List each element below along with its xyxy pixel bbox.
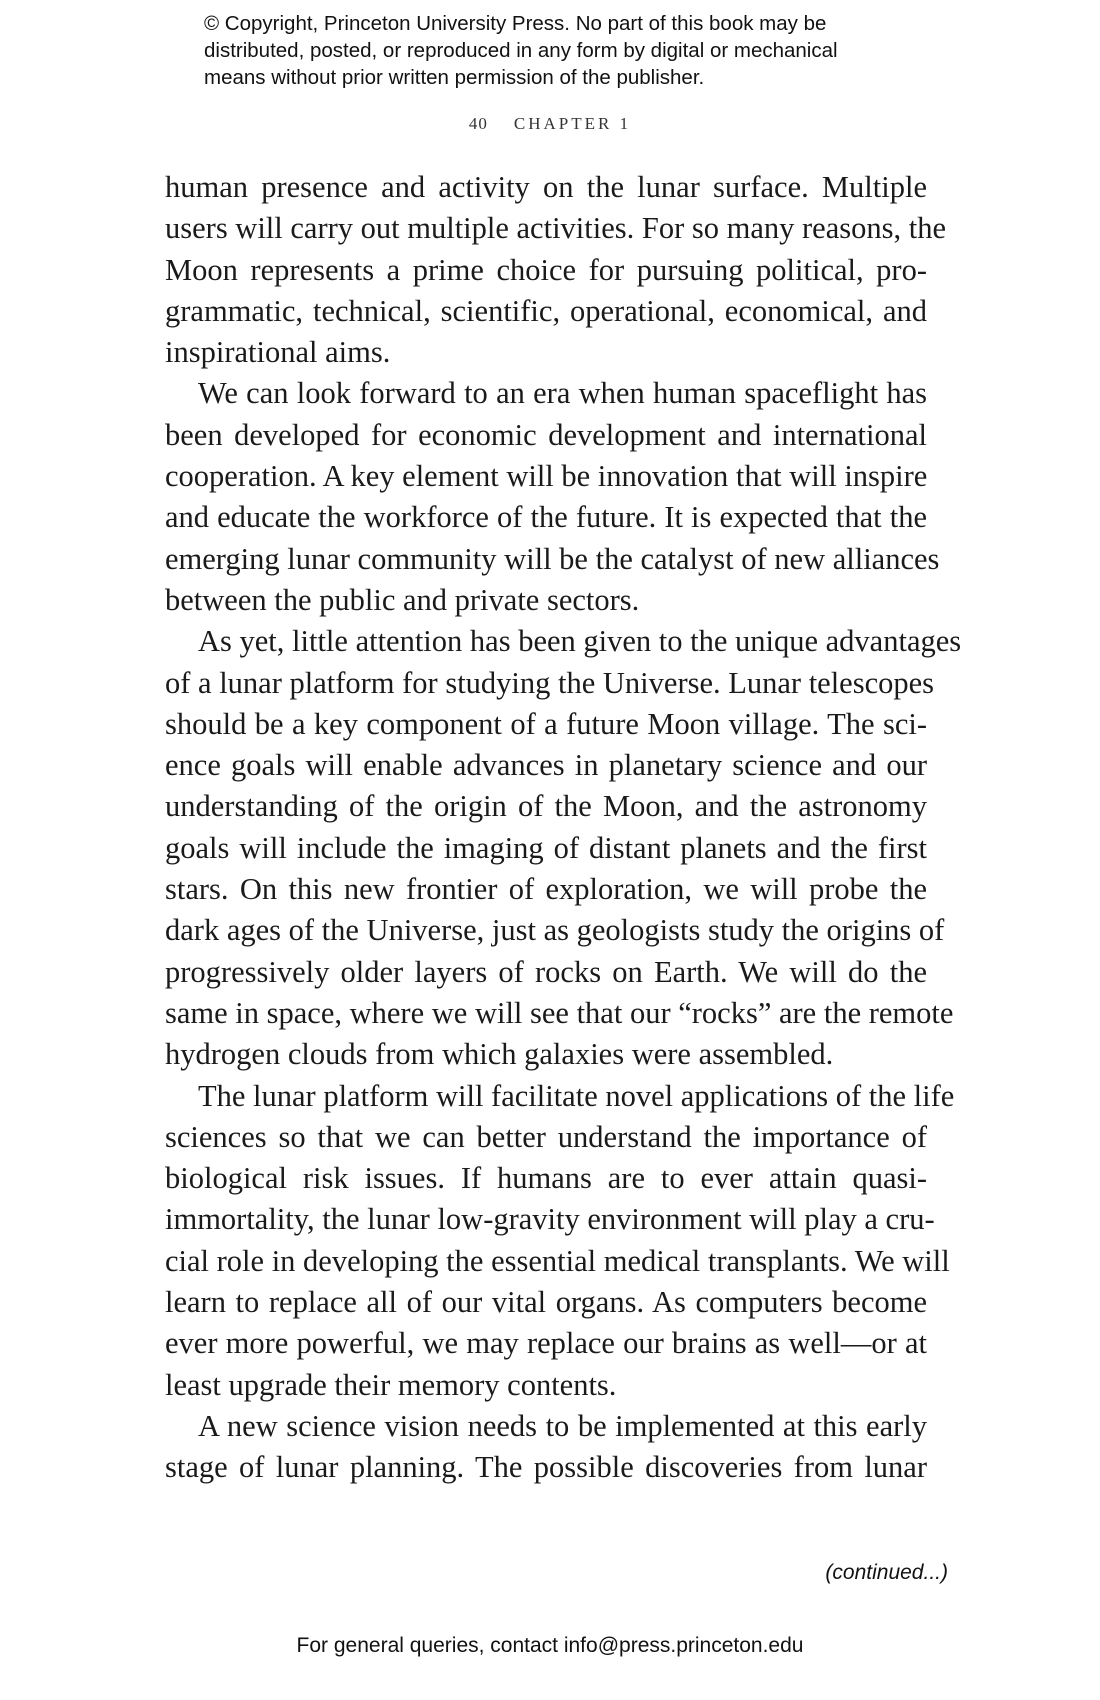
text-line: We can look forward to an era when human spaceflight has <box>198 376 927 411</box>
text-line: The lunar platform will facilitate novel applications of the life <box>198 1078 955 1113</box>
text-line: cooperation. A key element will be innovation that will inspire <box>165 459 928 494</box>
page-number: 40 <box>468 114 488 133</box>
body-text <box>165 167 962 1489</box>
text-line: been developed for economic development and international <box>165 417 927 452</box>
copyright-line: © Copyright, Princeton University Press. No part of this book may be <box>204 12 827 35</box>
text-line: immortality, the lunar low-gravity environment will play a cru- <box>165 1202 935 1237</box>
text-line: As yet, little attention has been given to the unique advantages <box>198 624 962 659</box>
text-line: should be a key component of a future Moon village. The sci- <box>165 706 927 741</box>
paragraph <box>165 167 946 373</box>
text-line: stars. On this new frontier of exploration, we will probe the <box>165 872 927 907</box>
paragraph <box>165 1406 927 1489</box>
text-line: cial role in developing the essential medical transplants. We will <box>165 1243 950 1278</box>
paragraph <box>165 621 962 1075</box>
chapter-label: CHAPTER 1 <box>513 114 632 133</box>
text-line: of a lunar platform for studying the Universe. Lunar telescopes <box>165 665 935 700</box>
text-line: goals will include the imaging of distant planets and the first <box>165 830 927 865</box>
text-line: grammatic, technical, scientific, operational, economical, and <box>165 293 927 328</box>
text-line: between the public and private sectors. <box>165 582 640 617</box>
text-line: emerging lunar community will be the catalyst of new alliances <box>165 541 940 576</box>
copyright-notice <box>204 10 924 91</box>
copyright-line: means without prior written permission of the publisher. <box>204 66 705 89</box>
running-head <box>0 114 1100 134</box>
footer-contact: For general queries, contact info@press.princeton.edu <box>296 1634 804 1657</box>
paragraph <box>165 373 940 621</box>
text-line: human presence and activity on the lunar surface. Multiple <box>165 170 927 204</box>
text-line: and educate the workforce of the future. It is expected that the <box>165 500 927 535</box>
text-line: sciences so that we can better understand the importance of <box>165 1119 927 1154</box>
paragraph <box>165 1076 955 1406</box>
text-line: inspirational aims. <box>165 335 391 370</box>
text-line: learn to replace all of our vital organs. As computers become <box>165 1285 927 1320</box>
text-line: A new science vision needs to be implemented at this early <box>198 1408 927 1443</box>
text-line: stage of lunar planning. The possible discoveries from lunar <box>165 1450 927 1485</box>
text-line: users will carry out multiple activities. For so many reasons, the <box>165 211 946 246</box>
text-line: same in space, where we will see that our “rocks” are the remote <box>165 995 954 1030</box>
text-line: hydrogen clouds from which galaxies were assembled. <box>165 1037 834 1072</box>
text-line: ever more powerful, we may replace our brains as well—or at <box>165 1326 927 1361</box>
text-line: ence goals will enable advances in planetary science and our <box>165 748 927 783</box>
copyright-line: distributed, posted, or reproduced in any form by digital or mechanical <box>204 39 838 62</box>
text-line: understanding of the origin of the Moon, and the astronomy <box>165 789 927 824</box>
text-line: Moon represents a prime choice for pursuing political, pro- <box>165 252 927 287</box>
text-line: progressively older layers of rocks on Earth. We will do the <box>165 954 927 989</box>
text-line: least upgrade their memory contents. <box>165 1367 617 1402</box>
continued-label: (continued...) <box>825 1561 948 1584</box>
text-line: dark ages of the Universe, just as geologists study the origins of <box>165 913 945 948</box>
text-line: biological risk issues. If humans are to ever attain quasi- <box>165 1161 927 1196</box>
